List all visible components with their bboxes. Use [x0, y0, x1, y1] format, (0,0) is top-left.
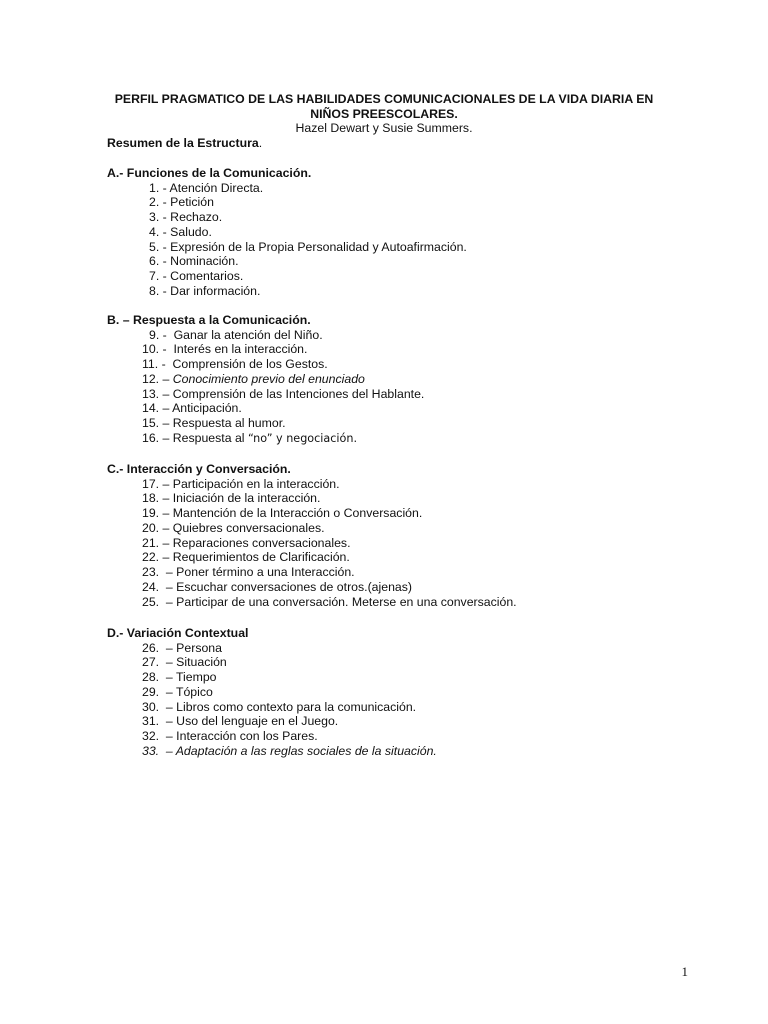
list-item: 1. - Atención Directa. — [149, 180, 264, 195]
section-a-list — [107, 181, 727, 299]
list-item: 3. - Rechazo. — [149, 210, 223, 225]
list-item: 5. - Expresión de la Propia Personalidad y Autoafirmación. — [149, 239, 467, 254]
list-item: 6. - Nominación. — [149, 254, 239, 269]
list-item — [107, 372, 727, 387]
section-a-title-end: . — [307, 166, 312, 180]
list-item: 18. – Iniciación de la interacción. — [142, 491, 321, 506]
list-item: 19. – Mantención de la Interacción o Conversación. — [142, 506, 423, 521]
section-d-title: D.- Variación Contextual — [107, 626, 249, 640]
list-item: 13. – Comprensión de las Intenciones del Hablante. — [142, 386, 425, 401]
summary-heading-bold: Resumen de la Estructura — [107, 136, 259, 150]
list-item: 31. – Uso del lenguaje en el Juego. — [142, 714, 339, 729]
list-item — [107, 431, 727, 446]
section-d-list — [107, 641, 727, 759]
section-c-list — [107, 477, 727, 610]
list-item: 30. – Libros como contexto para la comunicación. — [142, 699, 417, 714]
list-item: 15. – Respuesta al humor. — [142, 416, 286, 431]
list-item: 8. - Dar información. — [149, 283, 261, 298]
list-item: 4. - Saludo. — [149, 224, 212, 239]
list-item: 28. – Tiempo — [142, 670, 217, 685]
list-item: 27. – Situación — [142, 655, 227, 670]
document-authors: Hazel Dewart y Susie Summers. — [295, 121, 473, 135]
list-item: 20. – Quiebres conversacionales. — [142, 520, 325, 535]
list-item: 7. - Comentarios. — [149, 269, 244, 284]
section-a-title — [107, 166, 727, 181]
list-item-italic-text: Conocimiento previo del enunciado — [172, 371, 365, 386]
list-item: 25. – Participar de una conversación. Meterse en una conversación. — [142, 594, 517, 609]
list-item: 22. – Requerimientos de Clarificación. — [142, 550, 350, 565]
section-c-title: C.- Interacción y Conversación. — [107, 462, 291, 476]
list-item: 23. – Poner término a una Interacción. — [142, 565, 355, 580]
list-item-alt-text: “no” y negociación. — [247, 431, 358, 445]
list-item: 32. – Interacción con los Pares. — [142, 729, 318, 744]
document-title-line-1: PERFIL PRAGMATICO DE LAS HABILIDADES COMUNICACIONALES DE LA VIDA DIARIA EN — [114, 92, 654, 106]
list-item: 9. - Ganar la atención del Niño. — [149, 327, 323, 342]
section-b-title-bold: B. – Respuesta a la Comunicación — [107, 313, 308, 327]
list-item: 17. – Participación en la interacción. — [142, 476, 340, 491]
summary-heading-end: . — [258, 136, 263, 150]
list-item: 2. - Petición — [149, 195, 214, 210]
section-b — [107, 313, 727, 446]
list-item: 24. – Escuchar conversaciones de otros.(ajenas) — [142, 579, 412, 594]
section-a-title-bold: A.- Funciones de la Comunicación — [107, 166, 308, 180]
list-item: 26. – Persona — [142, 640, 222, 655]
section-c — [107, 462, 727, 609]
list-item: 11. - Comprensión de los Gestos. — [142, 357, 328, 372]
summary-heading — [107, 136, 262, 151]
document-title-line-2: NIÑOS PREESCOLARES. — [310, 107, 458, 121]
list-item: 29. – Tópico — [142, 684, 213, 699]
list-item-text: 16. – Respuesta al — [142, 430, 248, 445]
list-item: 10. - Interés en la interacción. — [142, 342, 308, 357]
section-b-title-end: . — [307, 313, 311, 327]
section-a — [107, 166, 727, 299]
page-number: 1 — [681, 964, 688, 979]
list-item: 21. – Reparaciones conversacionales. — [142, 535, 351, 550]
section-d — [107, 626, 727, 759]
list-item: 14. – Anticipación. — [142, 401, 242, 416]
section-b-title — [107, 313, 727, 328]
section-b-list — [107, 328, 727, 446]
list-item: 33. – Adaptación a las reglas sociales de la situación. — [142, 743, 437, 758]
list-item-text: 12. – — [142, 371, 173, 386]
